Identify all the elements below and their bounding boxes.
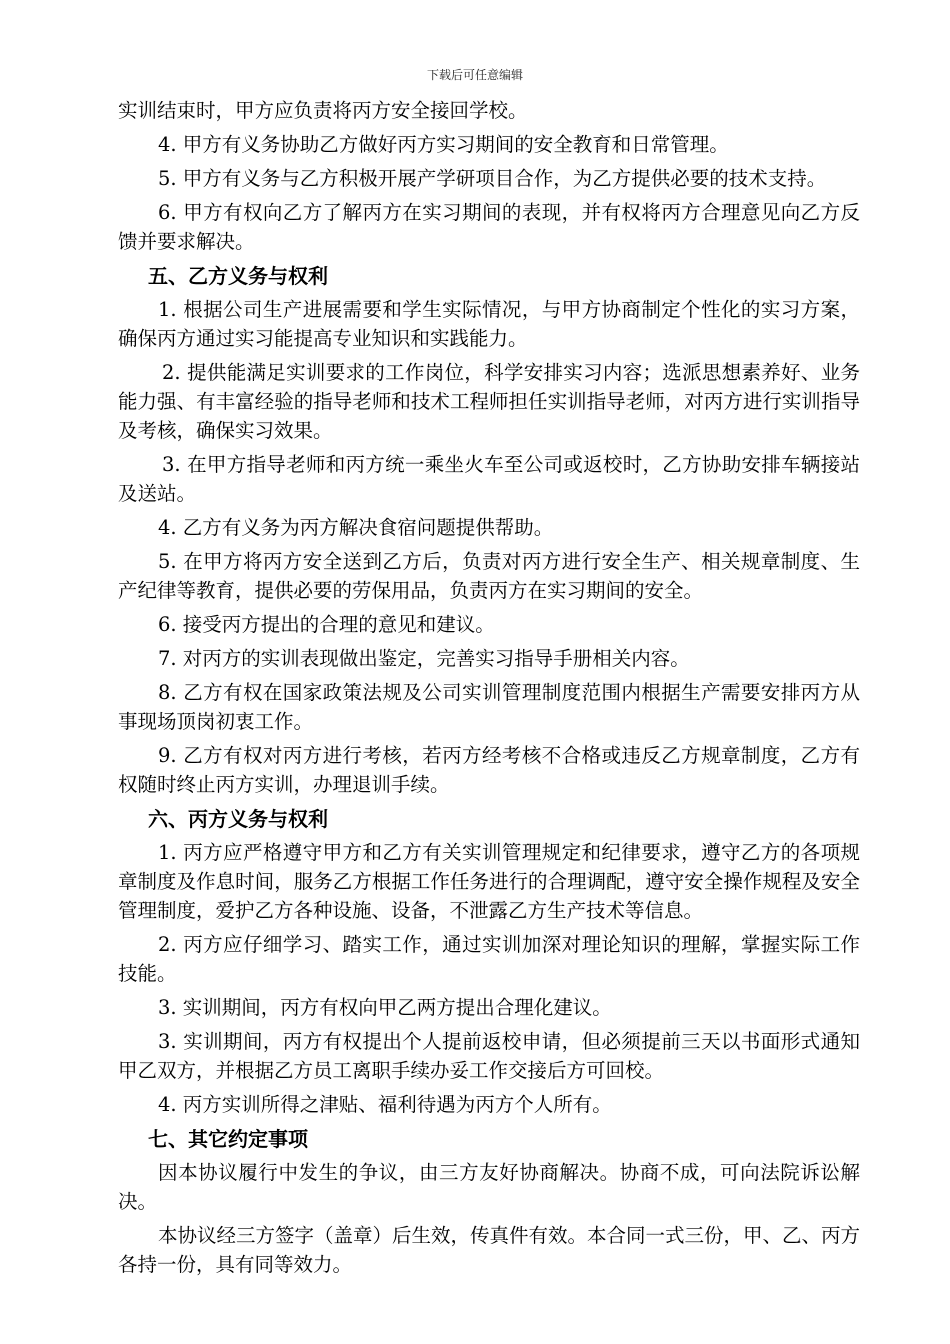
page-header-note: 下载后可任意编辑 (426, 68, 523, 82)
paragraph: 本协议经三方签字（盖章）后生效，传真件有效。本合同一式三份，甲、乙、丙方各持一份，具有同等效力。 (118, 1224, 861, 1276)
section-heading: 六、丙方义务与权利 (148, 807, 328, 831)
paragraph: 6. 接受丙方提出的合理的意见和建议。 (158, 613, 495, 636)
paragraph: 3. 在甲方指导老师和丙方统一乘坐火车至公司或返校时，乙方协助安排车辆接站及送站。 (118, 453, 860, 505)
paragraph: 2. 丙方应仔细学习、踏实工作，通过实训加深对理论知识的理解，掌握实际工作技能。 (118, 933, 860, 985)
paragraph: 7. 对丙方的实训表现做出鉴定，完善实习指导手册相关内容。 (158, 647, 690, 670)
paragraph: 4. 乙方有义务为丙方解决食宿问题提供帮助。 (158, 516, 554, 539)
paragraph: 1. 根据公司生产进展需要和学生实际情况，与甲方协商制定个性化的实习方案，确保丙方通过实习能提高专业知识和实践能力。 (118, 298, 860, 350)
paragraph: 2. 提供能满足实训要求的工作岗位，科学安排实习内容；选派思想素养好、业务能力强、有丰富经验的指导老师和技术工程师担任实训指导老师，对丙方进行实训指导及考核，确保实习效果。 (118, 361, 860, 442)
paragraph: 4. 丙方实训所得之津贴、福利待遇为丙方个人所有。 (158, 1093, 612, 1116)
paragraph: 9. 乙方有权对丙方进行考核，若丙方经考核不合格或违反乙方规章制度，乙方有权随时终止丙方实训，办理退训手续。 (118, 744, 860, 796)
paragraph: 4. 甲方有义务协助乙方做好丙方实习期间的安全教育和日常管理。 (158, 133, 729, 156)
section-heading: 七、其它约定事项 (148, 1127, 308, 1151)
paragraph: 实训结束时，甲方应负责将丙方安全接回学校。 (118, 99, 528, 122)
paragraph: 3. 实训期间，丙方有权向甲乙两方提出合理化建议。 (158, 996, 612, 1019)
paragraph: 因本协议履行中发生的争议，由三方友好协商解决。协商不成，可向法院诉讼解决。 (118, 1161, 860, 1213)
paragraph: 3. 实训期间，丙方有权提出个人提前返校申请，但必须提前三天以书面形式通知甲乙双方，并根据乙方员工离职手续办妥工作交接后方可回校。 (118, 1030, 860, 1082)
section-heading: 五、乙方义务与权利 (148, 264, 328, 288)
paragraph: 6. 甲方有权向乙方了解丙方在实习期间的表现，并有权将丙方合理意见向乙方反馈并要求解决。 (118, 201, 860, 253)
paragraph: 5. 甲方有义务与乙方积极开展产学研项目合作，为乙方提供必要的技术支持。 (158, 167, 827, 190)
paragraph: 1. 丙方应严格遵守甲方和乙方有关实训管理规定和纪律要求，遵守乙方的各项规章制度及作息时间，服务乙方根据工作任务进行的合理调配，遵守安全操作规程及安全管理制度，爱护乙方各种设施、设备，不泄露乙方生产技术等信息。 (118, 841, 860, 922)
paragraph: 8. 乙方有权在国家政策法规及公司实训管理制度范围内根据生产需要安排丙方从事现场顶岗初衷工作。 (118, 681, 860, 733)
document-body (118, 96, 860, 1284)
paragraph: 5. 在甲方将丙方安全送到乙方后，负责对丙方进行安全生产、相关规章制度、生产纪律等教育，提供必要的劳保用品，负责丙方在实习期间的安全。 (118, 550, 860, 602)
